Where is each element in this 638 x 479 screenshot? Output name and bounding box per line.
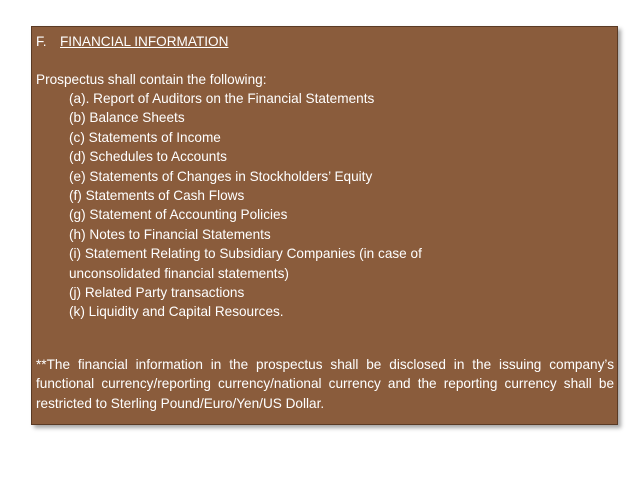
list-item: (g) Statement of Accounting Policies bbox=[69, 207, 288, 223]
list-item: (j) Related Party transactions bbox=[69, 285, 245, 301]
list-item: (c) Statements of Income bbox=[69, 129, 221, 145]
list-item: (e) Statements of Changes in Stockholders’ Equity bbox=[69, 168, 373, 184]
list-item: (b) Balance Sheets bbox=[69, 110, 185, 126]
list-item: (a). Report of Auditors on the Financial Statements bbox=[69, 91, 375, 106]
intro-text: Prospectus shall contain the following: bbox=[36, 72, 267, 87]
list-item: (d) Schedules to Accounts bbox=[69, 149, 227, 165]
section-heading bbox=[36, 32, 228, 51]
list-item: (f) Statements of Cash Flows bbox=[69, 188, 245, 204]
requirements-list bbox=[69, 89, 422, 322]
list-item: (i) Statement Relating to Subsidiary Companies (in case of bbox=[69, 246, 422, 262]
list-item: (k) Liquidity and Capital Resources. bbox=[69, 304, 284, 320]
currency-note: **The financial information in the prospectus shall be disclosed in the issuing company’s functional currency/reporting currency/national currency and the reporting currency shall be restricted to Sterling Pound/Euro/Yen/US Dollar. bbox=[36, 357, 614, 411]
section-number: F. bbox=[36, 34, 47, 49]
content-box bbox=[31, 26, 618, 425]
section-title: FINANCIAL INFORMATION bbox=[60, 34, 229, 49]
list-item: (h) Notes to Financial Statements bbox=[69, 226, 271, 242]
list-item: unconsolidated financial statements) bbox=[69, 265, 289, 281]
